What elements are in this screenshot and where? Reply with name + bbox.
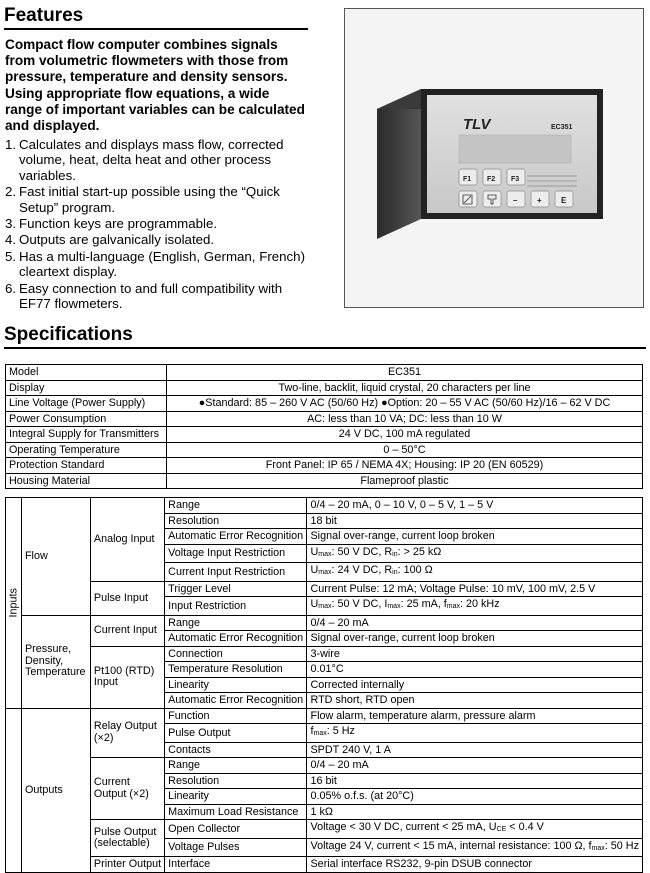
spec-value: Two-line, backlit, liquid crystal, 20 characters per line <box>167 380 643 396</box>
feature-number: 4. <box>5 232 17 248</box>
spec-value: Serial interface RS232, 9-pin DSUB connector <box>307 857 643 873</box>
spec-value: 16 bit <box>307 773 643 789</box>
spec-key: Power Consumption <box>6 411 167 427</box>
feature-number: 3. <box>5 216 17 232</box>
brand-logo: TLV <box>463 116 491 133</box>
spec-value: Front Panel: IP 65 / NEMA 4X; Housing: IP 20 (EN 60529) <box>167 458 643 474</box>
spec-key: Contacts <box>165 742 307 758</box>
spec-value: 0.05% o.f.s. (at 20°C) <box>307 789 643 805</box>
feature-item <box>5 281 310 312</box>
spec-value: Signal over-range, current loop broken <box>307 529 643 545</box>
spec-key: Housing Material <box>6 473 167 489</box>
spec-key: Trigger Level <box>165 581 307 597</box>
features-title: Features <box>4 5 84 26</box>
feature-text: Function keys are programmable. <box>19 216 218 232</box>
model-label: EC351 <box>551 124 573 131</box>
key-f2: F2 <box>487 176 496 183</box>
spec-key: Interface <box>165 857 307 873</box>
spec-value: EC351 <box>167 365 643 381</box>
spec-key: Range <box>165 498 307 514</box>
control-keys <box>459 191 573 207</box>
spec-value: Signal over-range, current loop broken <box>307 631 643 647</box>
spec-key: Current Input Restriction <box>165 563 307 582</box>
table-row <box>6 427 643 443</box>
feature-number: 1. <box>5 137 17 152</box>
key-f3: F3 <box>511 176 520 183</box>
lcd-display <box>459 135 571 163</box>
spec-value: $f_{max}$: 5 Hz <box>307 724 643 743</box>
spec-value: $U_{max}$: 50 V DC, $I_{max}$: 25 mA, $f_{max}$: 20 kHz <box>307 597 643 616</box>
spec-key: Voltage Pulses <box>165 838 307 857</box>
spec-key: Function <box>165 708 307 724</box>
spec-value: SPDT 240 V, 1 A <box>307 742 643 758</box>
spec-key: Input Restriction <box>165 597 307 616</box>
table-row <box>6 820 643 839</box>
spec-key: Model <box>6 365 167 381</box>
table-row <box>6 498 643 514</box>
spec-value: Voltage 24 V, current < 15 mA, internal resistance: 100 Ω, $f_{max}$: 50 Hz <box>307 838 643 857</box>
table-row <box>6 857 643 873</box>
spec-value: 0/4 – 20 mA <box>307 615 643 631</box>
inputs-label: Inputs <box>6 498 22 709</box>
outputs-spacer <box>6 708 22 872</box>
spec-key: Automatic Error Recognition <box>165 693 307 709</box>
spec-key: Open Collector <box>165 820 307 839</box>
feature-number: 6. <box>5 280 17 296</box>
specifications-title: Specifications <box>4 324 133 345</box>
spec-value: RTD short, RTD open <box>307 693 643 709</box>
feature-text: Has a multi-language (English, German, French) cleartext display. <box>19 248 306 280</box>
feature-item <box>5 232 310 247</box>
spec-key: Display <box>6 380 167 396</box>
table-row <box>6 708 643 724</box>
spec-key: Connection <box>165 646 307 662</box>
spec-key: Range <box>165 615 307 631</box>
features-intro: Compact flow computer combines signals from volumetric flowmeters with those from pressure, temperature and density sensors. Using appropriate flow equations, a wide range of important variables can be calculated and displayed. <box>5 37 305 134</box>
feature-text: Easy connection to and full compatibility with EF77 flowmeters. <box>19 280 283 312</box>
table-row <box>6 442 643 458</box>
pt100-input-label: Pt100 (RTD) Input <box>90 646 164 708</box>
spec-key: Resolution <box>165 773 307 789</box>
io-spec-table <box>5 497 643 873</box>
spec-key: Linearity <box>165 677 307 693</box>
key-f1: F1 <box>463 176 472 183</box>
spec-value: Flow alarm, temperature alarm, pressure alarm <box>307 708 643 724</box>
table-row <box>6 411 643 427</box>
spec-value: Flameproof plastic <box>167 473 643 489</box>
spec-key: Operating Temperature <box>6 442 167 458</box>
analog-input-label: Analog Input <box>90 498 164 582</box>
flow-computer-illustration <box>345 9 643 307</box>
feature-text: Outputs are galvanically isolated. <box>19 232 215 248</box>
spec-value: Corrected internally <box>307 677 643 693</box>
spec-key: Pulse Output <box>165 724 307 743</box>
feature-text: Calculates and displays mass flow, corrected volume, heat, delta heat and other process variables. <box>19 137 284 183</box>
table-row <box>6 581 643 597</box>
housing-side <box>377 89 421 239</box>
key-minus: – <box>513 196 518 205</box>
table-row <box>6 646 643 662</box>
flow-label: Flow <box>21 498 90 616</box>
spec-key: Integral Supply for Transmitters <box>6 427 167 443</box>
spec-value: Voltage < 30 V DC, current < 25 mA, $U_{CE} < 0.4$ V <box>307 820 643 839</box>
spec-value: 1 kΩ <box>307 804 643 820</box>
spec-key: Automatic Error Recognition <box>165 631 307 647</box>
feature-text: Fast initial start-up possible using the “Quick Setup” program. <box>19 184 280 215</box>
feature-number: 5. <box>5 248 17 264</box>
table-row <box>6 473 643 489</box>
specifications-heading <box>4 325 646 349</box>
spec-value: 0 – 50°C <box>167 442 643 458</box>
table-row <box>6 365 643 381</box>
spec-key: Protection Standard <box>6 458 167 474</box>
feature-number: 2. <box>5 184 17 200</box>
features-list <box>5 137 310 312</box>
spec-value: 3-wire <box>307 646 643 662</box>
spec-value: Current Pulse: 12 mA; Voltage Pulse: 10 mV, 100 mV, 2.5 V <box>307 581 643 597</box>
spec-value: AC: less than 10 VA; DC: less than 10 W <box>167 411 643 427</box>
spec-value: $U_{max}$: 50 V DC, $R_{in}$: > 25 kΩ <box>307 544 643 563</box>
current-input-label: Current Input <box>90 615 164 646</box>
spec-value: 0.01°C <box>307 662 643 678</box>
spec-value: $U_{max}$: 24 V DC, $R_{in}$: 100 Ω <box>307 563 643 582</box>
pressure-density-temperature-label: Pressure, Density, Temperature <box>21 615 90 708</box>
printer-output-label: Printer Output <box>90 857 164 873</box>
spec-value: ●Standard: 85 – 260 V AC (50/60 Hz) ●Option: 20 – 55 V AC (50/60 Hz)/16 – 62 V DC <box>167 396 643 412</box>
spec-key: Temperature Resolution <box>165 662 307 678</box>
outputs-label: Outputs <box>21 708 90 872</box>
spec-key: Line Voltage (Power Supply) <box>6 396 167 412</box>
pulse-output-label: Pulse Output (selectable) <box>90 820 164 857</box>
table-row <box>6 380 643 396</box>
spec-key: Range <box>165 758 307 774</box>
table-row <box>6 615 643 631</box>
table-row <box>6 396 643 412</box>
spec-key: Automatic Error Recognition <box>165 529 307 545</box>
spec-value: 24 V DC, 100 mA regulated <box>167 427 643 443</box>
features-heading <box>4 6 308 30</box>
current-output-label: Current Output (×2) <box>90 758 164 820</box>
key-plus: + <box>537 196 542 205</box>
key-e: E <box>561 196 567 205</box>
function-keys <box>459 169 525 185</box>
relay-output-label: Relay Output (×2) <box>90 708 164 758</box>
spec-value: 0/4 – 20 mA, 0 – 10 V, 0 – 5 V, 1 – 5 V <box>307 498 643 514</box>
spec-key: Resolution <box>165 513 307 529</box>
product-photo <box>344 8 644 308</box>
table-row <box>6 758 643 774</box>
feature-item <box>5 216 310 231</box>
feature-item <box>5 184 310 215</box>
pulse-input-label: Pulse Input <box>90 581 164 615</box>
spec-key: Linearity <box>165 789 307 805</box>
feature-item <box>5 137 310 183</box>
spec-key: Voltage Input Restriction <box>165 544 307 563</box>
spec-value: 18 bit <box>307 513 643 529</box>
general-spec-table <box>5 364 643 489</box>
table-row <box>6 458 643 474</box>
spec-key: Maximum Load Resistance <box>165 804 307 820</box>
spec-value: 0/4 – 20 mA <box>307 758 643 774</box>
feature-item <box>5 249 310 280</box>
